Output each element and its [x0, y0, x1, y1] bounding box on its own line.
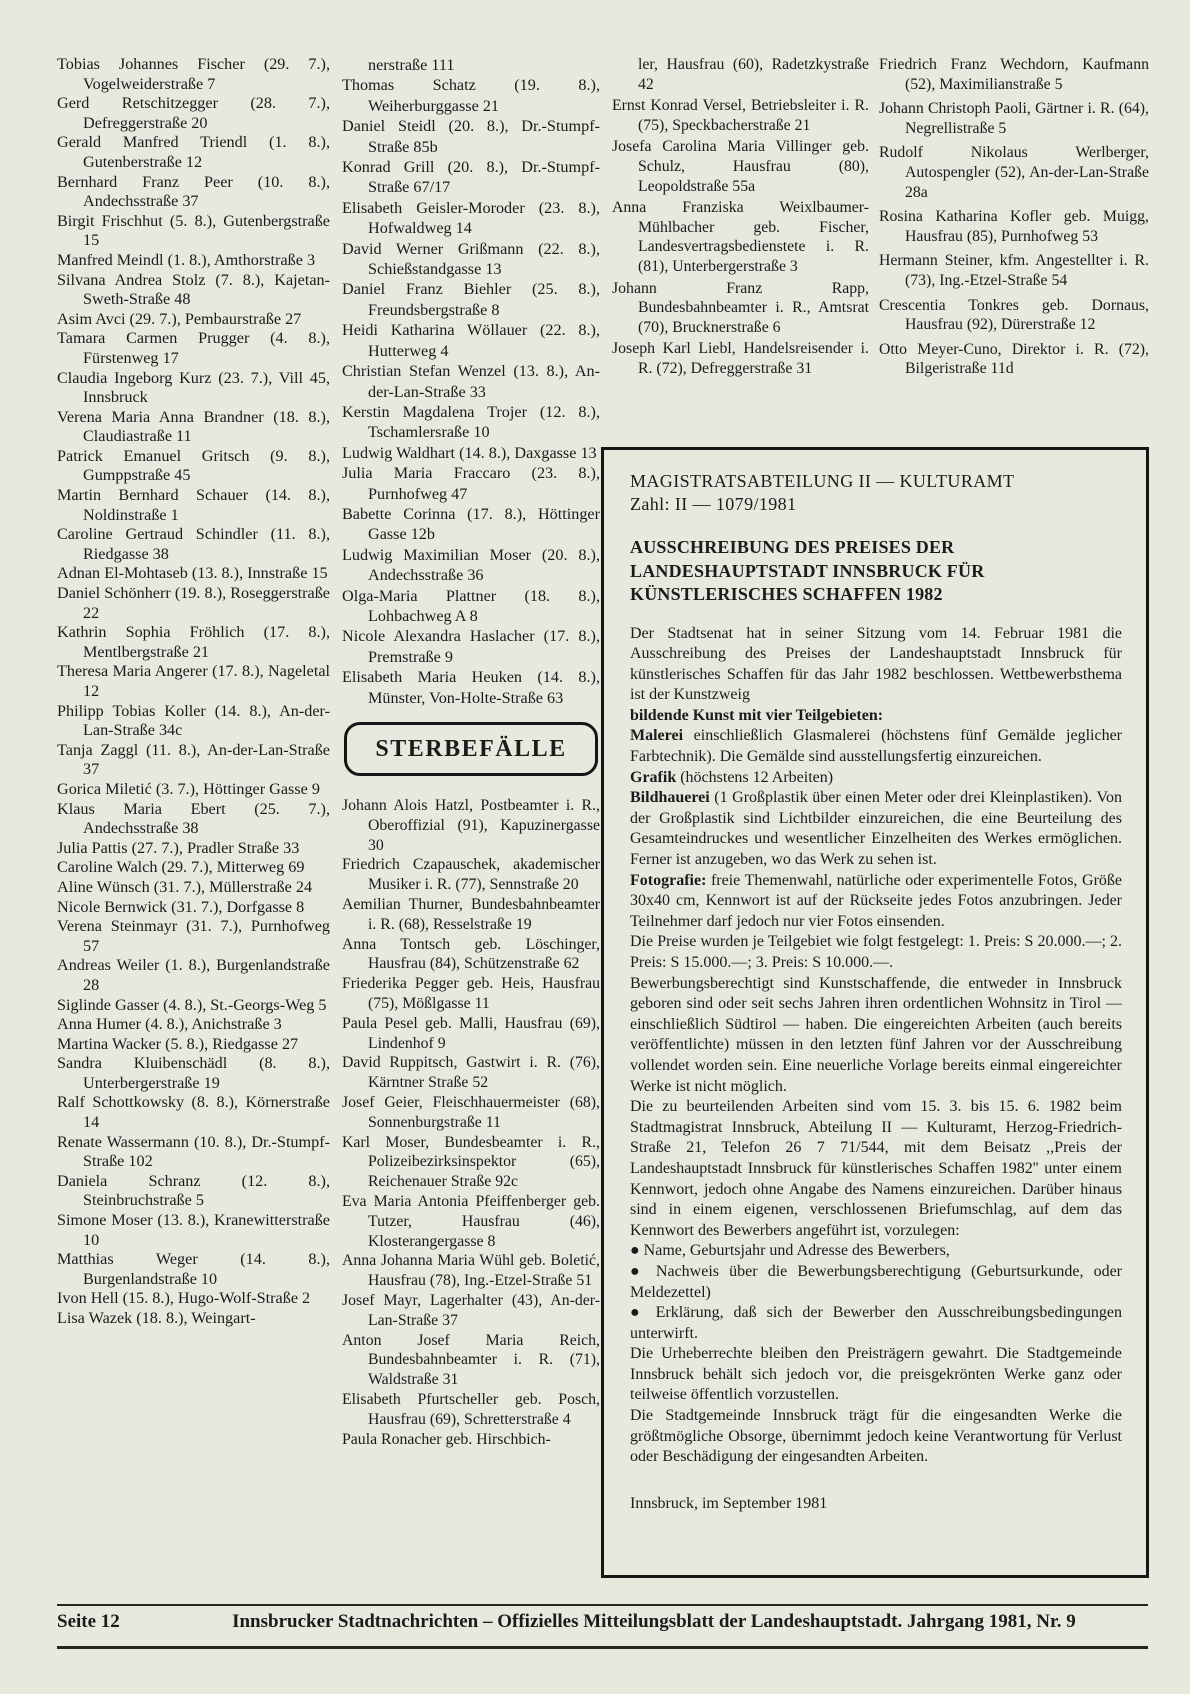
paragraph-text: ● Name, Geburtsjahr und Adresse des Bewerbers, — [630, 1242, 950, 1260]
page-footer — [57, 1611, 1148, 1633]
birth-entry: Patrick Emanuel Gritsch (9. 8.), Gumppstraße 45 — [57, 446, 330, 485]
death-entry: Paula Pesel geb. Malli, Hausfrau (69), Lindenhof 9 — [342, 1014, 600, 1052]
birth-entry: Manfred Meindl (1. 8.), Amthorstraße 3 — [57, 250, 316, 269]
birth-entry: Tobias Johannes Fischer (29. 7.), Vogelweiderstraße 7 — [57, 55, 330, 93]
birth-entry: Gerd Retschitzegger (28. 7.), Defreggerstraße 20 — [57, 94, 330, 132]
birth-entry: Renate Wassermann (10. 8.), Dr.-Stumpf-Straße 102 — [57, 1132, 330, 1171]
notice-paragraph — [630, 871, 1122, 933]
masthead-issue-line: Innsbrucker Stadtnachrichten – Offizielles Mitteilungsblatt der Landeshauptstadt. Jahrgang 1981, Nr. 9 — [232, 1611, 1076, 1632]
death-entry: Anton Josef Maria Reich, Bundesbahnbeamter i. R. (71), Waldstraße 31 — [342, 1331, 600, 1389]
paragraph-text: freie Themenwahl, natürliche oder experimentelle Fotos, Größe 30x40 cm, Kennwort ist auf der Rückseite jedes Fotos anzubringen. Jeder Teilnehmer darf jedoch nur vier Fotos einsenden. — [630, 871, 1122, 930]
birth-entry: Siglinde Gasser (4. 8.), St.-Georgs-Weg 5 — [57, 995, 327, 1014]
birth-entry: Asim Avci (29. 7.), Pembaurstraße 27 — [57, 309, 302, 328]
notice-paragraph — [630, 726, 1122, 767]
notice-paragraph — [630, 1344, 1122, 1406]
paragraph-lead: bildende Kunst mit vier Teilgebieten: — [630, 706, 884, 724]
birth-entry: Christian Stefan Wenzel (13. 8.), An-der-Lan-Straße 33 — [342, 362, 600, 401]
notice-paragraph — [630, 788, 1122, 870]
death-entry: Anna Tontsch geb. Löschinger, Hausfrau (84), Schützenstraße 62 — [342, 935, 600, 973]
notice-paragraph — [630, 1303, 1122, 1344]
birth-entry: Kathrin Sophia Fröhlich (17. 8.), Mentlbergstraße 21 — [57, 623, 330, 661]
death-entry: Josef Mayr, Lagerhalter (43), An-der-Lan-Straße 37 — [342, 1291, 600, 1329]
birth-entry: Olga-Maria Plattner (18. 8.), Lohbachweg A 8 — [342, 586, 600, 625]
paragraph-text: Die Urheberrechte bleiben den Preisträgern gewahrt. Die Stadtgemeinde Innsbruck behält sich jedoch vor, die preisgekrönten Werke ganz oder teilweise öffentlich vorzustellen. — [630, 1345, 1122, 1404]
deaths-section-heading-box — [344, 722, 598, 776]
birth-entry: Daniel Franz Biehler (25. 8.), Freundsbergstraße 8 — [342, 280, 600, 319]
birth-entry: Martin Bernhard Schauer (14. 8.), Noldinstraße 1 — [57, 486, 330, 524]
birth-entry: Theresa Maria Angerer (17. 8.), Nageletal 12 — [57, 662, 330, 700]
birth-entry: Elisabeth Geisler-Moroder (23. 8.), Hofwaldweg 14 — [342, 198, 600, 238]
death-entry: Elisabeth Pfurtscheller geb. Posch, Hausfrau (69), Schretterstraße 4 — [342, 1390, 600, 1428]
death-entry: Josef Geier, Fleischhauermeister (68), Sonnenburgstraße 11 — [342, 1093, 600, 1131]
footer-rule-top — [57, 1604, 1148, 1606]
death-entry: Friedrich Franz Wechdorn, Kaufmann (52), Maximilianstraße 5 — [879, 56, 1149, 93]
birth-entry: Nicole Bernwick (31. 7.), Dorfgasse 8 — [57, 897, 305, 916]
birth-entry: Caroline Gertraud Schindler (11. 8.), Riedgasse 38 — [57, 525, 330, 563]
birth-entry: Daniel Schönherr (19. 8.), Roseggerstraße 22 — [57, 584, 330, 622]
birth-entry: Gerald Manfred Triendl (1. 8.), Gutenberstraße 12 — [57, 133, 330, 171]
birth-entry: Tanja Zaggl (11. 8.), An-der-Lan-Straße 37 — [57, 740, 330, 779]
birth-entry: nerstraße 111 — [368, 56, 455, 74]
birth-entry: Elisabeth Maria Heuken (14. 8.), Münster, Von-Holte-Straße 63 — [342, 668, 600, 707]
birth-entry: Caroline Walch (29. 7.), Mitterweg 69 — [57, 858, 305, 877]
death-entry: Ernst Konrad Versel, Betriebsleiter i. R. (75), Speckbacherstraße 21 — [612, 97, 869, 134]
notice-title-line: LANDESHAUPTSTADT INNSBRUCK FÜR — [630, 560, 985, 581]
paragraph-text: einschließlich Glasmalerei (höchstens fünf Gemälde jeglicher Farbtechnik). Die Gemälde sind ausstellungsfertig einzureichen. — [630, 727, 1122, 766]
death-entry: Johann Franz Rapp, Bundesbahnbeamter i. R., Amtsrat (70), Brucknerstraße 6 — [612, 279, 869, 336]
death-entry: David Ruppitsch, Gastwirt i. R. (76), Kärntner Straße 52 — [342, 1054, 600, 1092]
notice-dateline: Innsbruck, im September 1981 — [630, 1494, 828, 1512]
notice-title-line: AUSSCHREIBUNG DES PREISES DER — [630, 537, 955, 557]
birth-entry: Martina Wacker (5. 8.), Riedgasse 27 — [57, 1034, 299, 1053]
birth-entry: Claudia Ingeborg Kurz (23. 7.), Vill 45, Innsbruck — [57, 368, 330, 407]
paragraph-text: (höchstens 12 Arbeiten) — [676, 768, 834, 786]
paragraph-text: (1 Großplastik über einen Meter oder drei Kleinplastiken). Von der Großplastik sind Lichtbilder einzureichen, die eine Beurteilung des Gesamteindruckes und wesentlicher Einzelheiten des Werkes ermöglichen. Ferner ist anzugeben, wo das Werk zu sehen ist. — [630, 789, 1122, 869]
birth-entry: Sandra Kluibenschädl (8. 8.), Unterbergerstraße 19 — [57, 1054, 330, 1092]
birth-entry: Gorica Miletić (3. 7.), Höttinger Gasse 9 — [57, 779, 320, 798]
death-entry: Josefa Carolina Maria Villinger geb. Schulz, Hausfrau (80), Leopoldstraße 55a — [612, 138, 869, 195]
birth-entry: Birgit Frischhut (5. 8.), Gutenbergstraße 15 — [57, 211, 330, 250]
death-entry: Friederika Pegger geb. Heis, Hausfrau (75), Mößlgasse 11 — [342, 975, 600, 1012]
birth-entry: Ralf Schottkowsky (8. 8.), Körnerstraße 14 — [57, 1093, 330, 1132]
births-column-1 — [57, 55, 330, 1329]
birth-entry: Adnan El-Mohtaseb (13. 8.), Innstraße 15 — [57, 564, 328, 583]
paragraph-lead: Fotografie: — [630, 871, 707, 889]
birth-entry: Julia Pattis (27. 7.), Pradler Straße 33 — [57, 838, 300, 857]
deaths-column-4 — [879, 55, 1149, 384]
birth-entry: Aline Wünsch (31. 7.), Müllerstraße 24 — [57, 877, 313, 896]
death-entry: Eva Maria Antonia Pfeiffenberger geb. Tutzer, Hausfrau (46), Klosterangergasse 8 — [342, 1192, 600, 1250]
notice-title — [630, 536, 1122, 607]
birth-entry: Nicole Alexandra Haslacher (17. 8.), Premstraße 9 — [342, 627, 600, 666]
notice-paragraph — [630, 706, 1122, 727]
death-entry: Hermann Steiner, kfm. Angestellter i. R. (73), Ing.-Etzel-Straße 54 — [879, 252, 1149, 289]
death-entry: Anna Franziska Weixlbaumer-Mühlbacher geb. Fischer, Landesvertragsbedienstete i. R. (81), Unterbergerstraße 3 — [612, 199, 869, 275]
death-entry: Karl Moser, Bundesbeamter i. R., Polizeibezirksinspektor (65), Reichenauer Straße 92c — [342, 1133, 600, 1191]
death-entry: Anna Johanna Maria Wühl geb. Boletić, Hausfrau (78), Ing.-Etzel-Straße 51 — [342, 1252, 600, 1290]
birth-entry: Babette Corinna (17. 8.), Höttinger Gasse 12b — [342, 504, 600, 544]
paragraph-text: Die zu beurteilenden Arbeiten sind vom 15. 3. bis 15. 6. 1982 beim Stadtmagistrat Innsbruck, Abteilung II — Kulturamt, Herzog-Friedrich-Straße 21, Telefon 26 7 71/544, mit dem Beisatz ,,Preis der Landeshauptstadt Innsbruck für künstlerisches Schaffen 1982'' unter einem Kennwort, jedoch ohne Angabe des Namens einzureichen. Darüber hinaus sind in einem eigenen, verschlossenen Briefumschlag, auf dem das Kennwort des Bewerbers angeführt ist, vorzulegen: — [630, 1098, 1122, 1239]
notice-paragraph — [630, 768, 1122, 789]
notice-department: MAGISTRATSABTEILUNG II — KULTURAMT — [630, 471, 1015, 491]
page-number-label: Seite 12 — [57, 1611, 120, 1632]
death-entry: Johann Alois Hatzl, Postbeamter i. R., Oberoffizial (91), Kapuzinergasse 30 — [342, 797, 600, 854]
death-entry: Johann Christoph Paoli, Gärtner i. R. (64), Negrellistraße 5 — [879, 100, 1149, 137]
birth-entry: Ludwig Waldhart (14. 8.), Daxgasse 13 — [342, 443, 597, 462]
paragraph-text: ● Erklärung, daß sich der Bewerber den Ausschreibungsbedingungen unterwirft. — [630, 1304, 1122, 1342]
kulturamt-notice-box — [601, 447, 1149, 1578]
deaths-column-2 — [342, 796, 600, 1449]
birth-entry: Matthias Weger (14. 8.), Burgenlandstraße 10 — [57, 1250, 330, 1288]
birth-entry: Andreas Weiler (1. 8.), Burgenlandstraße 28 — [57, 956, 330, 994]
paragraph-text: Die Stadtgemeinde Innsbruck trägt für die eingesandten Werke die größtmögliche Obsorge, übernimmt jedoch keine Verantwortung für Verlust oder Beschädigung der eingesandten Arbeiten. — [630, 1407, 1122, 1466]
birth-entry: Silvana Andrea Stolz (7. 8.), Kajetan-Sweth-Straße 48 — [57, 270, 330, 309]
birth-entry: Thomas Schatz (19. 8.), Weiherburggasse 21 — [342, 76, 600, 115]
death-entry: Aemilian Thurner, Bundesbahnbeamter i. R. (68), Resselstraße 19 — [342, 895, 600, 933]
birth-entry: Verena Steinmayr (31. 7.), Purnhofweg 57 — [57, 917, 330, 955]
birth-entry: David Werner Grißmann (22. 8.), Schießstandgasse 13 — [342, 239, 600, 279]
birth-entry: Verena Maria Anna Brandner (18. 8.), Claudiastraße 11 — [57, 407, 330, 446]
birth-entry: Lisa Wazek (18. 8.), Weingart- — [57, 1309, 256, 1327]
birth-entry: Konrad Grill (20. 8.), Dr.-Stumpf-Straße 67/17 — [342, 158, 600, 197]
notice-paragraph — [630, 974, 1122, 1098]
notice-reference-number: Zahl: II — 1079/1981 — [630, 494, 797, 514]
paragraph-text: Bewerbungsberechtigt sind Kunstschaffende, die entweder in Innsbruck geboren sind oder seit sechs Jahren ihren ordentlichen Wohnsitz in Tirol — einschließlich Südtirol — haben. Die eingereichten Arbeiten (auch bereits veröffentlichte) müssen in den letzten fünf Jahren vor der Ausschreibung vollendet worden sein. Eine neuerliche Vorlage bereits einmal eingereichter Werke ist nicht möglich. — [630, 974, 1122, 1095]
column-2 — [342, 55, 600, 1449]
birth-entry: Kerstin Magdalena Trojer (12. 8.), Tschamlersraße 10 — [342, 402, 600, 442]
notice-paragraph — [630, 1097, 1122, 1241]
birth-entry: Ivon Hell (15. 8.), Hugo-Wolf-Straße 2 — [57, 1289, 311, 1308]
notice-body — [630, 624, 1122, 1468]
births-column-2 — [342, 55, 600, 708]
notice-title-line: KÜNSTLERISCHES SCHAFFEN 1982 — [630, 584, 943, 604]
birth-entry: Klaus Maria Ebert (25. 7.), Andechsstraße 38 — [57, 799, 330, 838]
birth-entry: Simone Moser (13. 8.), Kranewitterstraße 10 — [57, 1211, 330, 1249]
notice-paragraph — [630, 932, 1122, 973]
death-entry: Joseph Karl Liebl, Handelsreisender i. R. (72), Defreggerstraße 31 — [612, 340, 869, 377]
notice-paragraph — [630, 1241, 1122, 1262]
notice-paragraph — [630, 624, 1122, 706]
birth-entry: Heidi Katharina Wöllauer (22. 8.), Hutterweg 4 — [342, 321, 600, 360]
death-entry: Crescentia Tonkres geb. Dornaus, Hausfrau (92), Dürerstraße 12 — [879, 296, 1149, 334]
footer-rule-bottom — [57, 1646, 1148, 1649]
birth-entry: Bernhard Franz Peer (10. 8.), Andechsstraße 37 — [57, 172, 330, 211]
paragraph-text: Der Stadtsenat hat in seiner Sitzung vom 14. Februar 1981 die Ausschreibung des Preises der Landeshauptstadt Innsbruck für künstlerisches Schaffen für das Jahr 1982 beschlossen. Wettbewerbsthema ist der Kunstzweig — [630, 624, 1122, 704]
death-entry: Paula Ronacher geb. Hirschbich- — [342, 1430, 551, 1448]
birth-entry: Anna Humer (4. 8.), Anichstraße 3 — [57, 1015, 282, 1034]
birth-entry: Ludwig Maximilian Moser (20. 8.), Andechsstraße 36 — [342, 545, 600, 585]
birth-entry: Daniel Steidl (20. 8.), Dr.-Stumpf-Straße 85b — [342, 117, 600, 156]
paragraph-text: Die Preise wurden je Teilgebiet wie folgt festgelegt: 1. Preis: S 20.000.—; 2. Preis: S 15.000.—; 3. Preis: S 10.000.—. — [630, 933, 1122, 971]
notice-paragraph — [630, 1406, 1122, 1468]
death-entry: ler, Hausfrau (60), Radetzkystraße 42 — [638, 56, 869, 93]
notice-paragraph — [630, 1262, 1122, 1303]
deaths-heading-label: STERBEFÄLLE — [375, 736, 567, 762]
deaths-column-3 — [612, 55, 869, 381]
birth-entry: Tamara Carmen Prugger (4. 8.), Fürstenweg 17 — [57, 329, 330, 367]
death-entry: Otto Meyer-Cuno, Direktor i. R. (72), Bilgeristraße 11d — [879, 340, 1149, 378]
birth-entry: Daniela Schranz (12. 8.), Steinbruchstraße 5 — [57, 1171, 330, 1210]
death-entry: Rosina Katharina Kofler geb. Muigg, Hausfrau (85), Purnhofweg 53 — [879, 208, 1149, 245]
paragraph-lead: Malerei — [630, 727, 684, 745]
paragraph-lead: Bildhauerei — [630, 789, 710, 807]
birth-entry: Philipp Tobias Koller (14. 8.), An-der-Lan-Straße 34c — [57, 701, 330, 740]
birth-entry: Julia Maria Fraccaro (23. 8.), Purnhofweg 47 — [342, 464, 600, 503]
paragraph-lead: Grafik — [630, 768, 677, 786]
paragraph-text: ● Nachweis über die Bewerbungsberechtigung (Geburtsurkunde, oder Meldezettel) — [630, 1262, 1122, 1301]
death-entry: Friedrich Czapauschek, akademischer Musiker i. R. (77), Sennstraße 20 — [342, 856, 600, 894]
death-entry: Rudolf Nikolaus Werlberger, Autospengler (52), An-der-Lan-Straße 28a — [879, 144, 1149, 201]
